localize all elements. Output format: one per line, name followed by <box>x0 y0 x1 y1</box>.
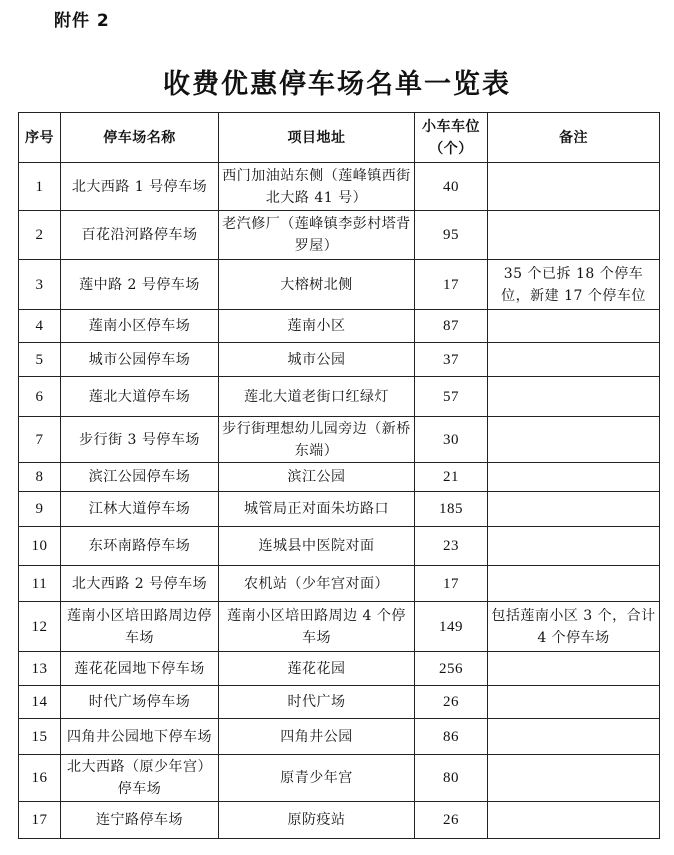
cell-name: 北大西路（原少年宫）停车场 <box>61 755 219 802</box>
document-title: 收费优惠停车场名单一览表 <box>163 69 511 100</box>
cell-name: 北大西路 1 号停车场 <box>61 163 219 211</box>
cell-address: 大榕树北侧 <box>219 260 415 310</box>
cell-remarks <box>488 463 660 492</box>
cell-remarks <box>488 310 660 343</box>
cell-name: 莲北大道停车场 <box>61 377 219 417</box>
cell-index: 10 <box>19 527 61 566</box>
cell-name: 四角井公园地下停车场 <box>61 719 219 755</box>
cell-name: 莲花花园地下停车场 <box>61 652 219 686</box>
cell-remarks <box>488 163 660 211</box>
attachment-label: 附件 2 <box>54 11 110 31</box>
cell-spaces: 86 <box>415 719 488 755</box>
cell-index: 5 <box>19 343 61 377</box>
cell-name: 百花沿河路停车场 <box>61 211 219 260</box>
cell-index: 11 <box>19 566 61 602</box>
table-row <box>19 492 660 527</box>
cell-spaces: 21 <box>415 463 488 492</box>
cell-index: 14 <box>19 686 61 719</box>
cell-name: 莲南小区停车场 <box>61 310 219 343</box>
table-row <box>19 719 660 755</box>
cell-index: 6 <box>19 377 61 417</box>
cell-address: 农机站（少年宫对面） <box>219 566 415 602</box>
cell-remarks <box>488 417 660 463</box>
cell-spaces: 26 <box>415 686 488 719</box>
table-row <box>19 686 660 719</box>
column-header-index: 序号 <box>19 113 61 163</box>
cell-name: 北大西路 2 号停车场 <box>61 566 219 602</box>
table-row <box>19 310 660 343</box>
cell-remarks <box>488 377 660 417</box>
table-row <box>19 417 660 463</box>
cell-remarks <box>488 492 660 527</box>
cell-name: 时代广场停车场 <box>61 686 219 719</box>
cell-spaces: 17 <box>415 260 488 310</box>
cell-address: 莲北大道老街口红绿灯 <box>219 377 415 417</box>
cell-remarks: 35 个已拆 18 个停车位，新建 17 个停车位 <box>488 260 660 310</box>
table-row <box>19 260 660 310</box>
cell-spaces: 26 <box>415 802 488 839</box>
cell-address: 滨江公园 <box>219 463 415 492</box>
cell-address: 四角井公园 <box>219 719 415 755</box>
cell-address: 时代广场 <box>219 686 415 719</box>
cell-name: 莲中路 2 号停车场 <box>61 260 219 310</box>
column-header-remarks: 备注 <box>488 113 660 163</box>
cell-name: 连宁路停车场 <box>61 802 219 839</box>
cell-name: 步行街 3 号停车场 <box>61 417 219 463</box>
cell-index: 8 <box>19 463 61 492</box>
cell-spaces: 80 <box>415 755 488 802</box>
table-row <box>19 652 660 686</box>
cell-spaces: 37 <box>415 343 488 377</box>
cell-index: 13 <box>19 652 61 686</box>
cell-index: 17 <box>19 802 61 839</box>
table-row <box>19 463 660 492</box>
cell-address: 莲花花园 <box>219 652 415 686</box>
cell-index: 7 <box>19 417 61 463</box>
table-header-row <box>19 113 660 163</box>
table-row <box>19 566 660 602</box>
table-row <box>19 802 660 839</box>
cell-spaces: 95 <box>415 211 488 260</box>
cell-spaces: 23 <box>415 527 488 566</box>
table-row <box>19 163 660 211</box>
cell-spaces: 40 <box>415 163 488 211</box>
cell-address: 原青少年宫 <box>219 755 415 802</box>
table-row <box>19 377 660 417</box>
cell-remarks <box>488 802 660 839</box>
cell-remarks <box>488 566 660 602</box>
cell-name: 江林大道停车场 <box>61 492 219 527</box>
cell-name: 滨江公园停车场 <box>61 463 219 492</box>
cell-index: 15 <box>19 719 61 755</box>
cell-index: 4 <box>19 310 61 343</box>
cell-index: 3 <box>19 260 61 310</box>
cell-spaces: 87 <box>415 310 488 343</box>
cell-remarks <box>488 211 660 260</box>
cell-spaces: 185 <box>415 492 488 527</box>
cell-address: 老汽修厂（莲峰镇李彭村塔背罗屋） <box>219 211 415 260</box>
cell-index: 2 <box>19 211 61 260</box>
cell-spaces: 30 <box>415 417 488 463</box>
column-header-name: 停车场名称 <box>61 113 219 163</box>
cell-remarks <box>488 686 660 719</box>
cell-remarks <box>488 755 660 802</box>
cell-index: 12 <box>19 602 61 652</box>
parking-lot-table <box>18 112 660 839</box>
column-header-address: 项目地址 <box>219 113 415 163</box>
cell-address: 莲南小区 <box>219 310 415 343</box>
table-row <box>19 602 660 652</box>
cell-remarks <box>488 527 660 566</box>
table-row <box>19 755 660 802</box>
cell-index: 1 <box>19 163 61 211</box>
cell-spaces: 17 <box>415 566 488 602</box>
cell-address: 连城县中医院对面 <box>219 527 415 566</box>
column-header-spaces: 小车车位（个） <box>415 113 488 163</box>
cell-remarks <box>488 343 660 377</box>
table-row <box>19 527 660 566</box>
cell-name: 东环南路停车场 <box>61 527 219 566</box>
cell-address: 原防疫站 <box>219 802 415 839</box>
cell-remarks: 包括莲南小区 3 个，合计 4 个停车场 <box>488 602 660 652</box>
table-body <box>19 163 660 839</box>
cell-address: 步行街理想幼儿园旁边（新桥东端） <box>219 417 415 463</box>
cell-remarks <box>488 652 660 686</box>
cell-spaces: 256 <box>415 652 488 686</box>
cell-address: 城市公园 <box>219 343 415 377</box>
cell-index: 9 <box>19 492 61 527</box>
cell-index: 16 <box>19 755 61 802</box>
cell-spaces: 149 <box>415 602 488 652</box>
cell-address: 西门加油站东侧（莲峰镇西街北大路 41 号） <box>219 163 415 211</box>
cell-spaces: 57 <box>415 377 488 417</box>
table-row <box>19 343 660 377</box>
cell-address: 莲南小区培田路周边 4 个停车场 <box>219 602 415 652</box>
cell-name: 城市公园停车场 <box>61 343 219 377</box>
table-row <box>19 211 660 260</box>
cell-name: 莲南小区培田路周边停车场 <box>61 602 219 652</box>
cell-address: 城管局正对面朱坊路口 <box>219 492 415 527</box>
cell-remarks <box>488 719 660 755</box>
